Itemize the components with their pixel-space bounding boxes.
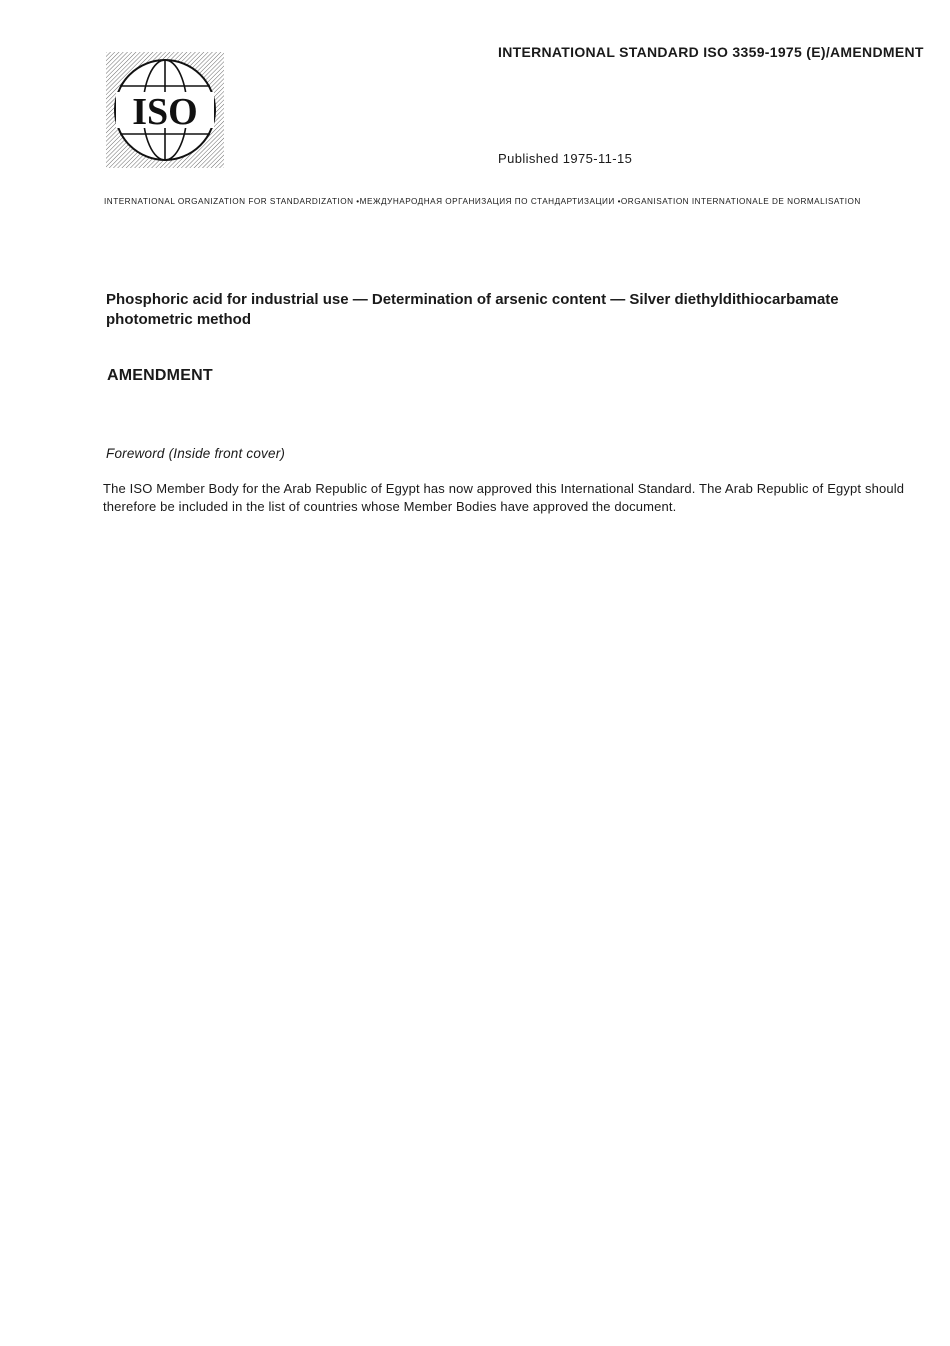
- organization-line: INTERNATIONAL ORGANIZATION FOR STANDARDIZATION •МЕЖДУНАРОДНАЯ ОРГАНИЗАЦИЯ ПО СТАНДАРТИЗАЦИИ •ORGANISATION INTERNATIONALE DE NORMALISATION: [104, 197, 861, 206]
- iso-logo: [106, 52, 224, 168]
- amendment-body-text: The ISO Member Body for the Arab Republic of Egypt has now approved this International Standard. The Arab Republic of Egypt should therefore be included in the list of countries whose Member Bodies have approved the document.: [103, 481, 905, 514]
- amendment-heading: AMENDMENT: [107, 367, 213, 384]
- published-date: Published 1975-11-15: [498, 151, 633, 166]
- iso-logo-text: ISO: [132, 91, 198, 133]
- foreword-label: Foreword (Inside front cover): [106, 446, 286, 461]
- document-title: Phosphoric acid for industrial use — Determination of arsenic content — Silver diethyldithiocarbamate photometric method: [106, 291, 839, 328]
- standard-header: INTERNATIONAL STANDARD ISO 3359-1975 (E)/AMENDMENT: [498, 44, 924, 60]
